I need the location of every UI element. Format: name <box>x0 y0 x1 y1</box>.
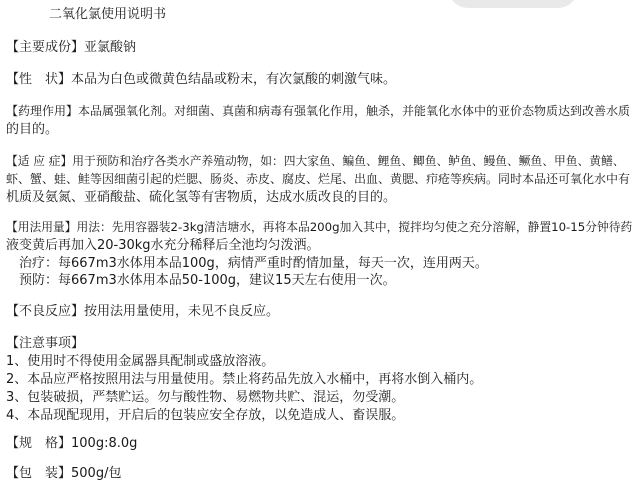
precaution-item: 1、使用时不得使用金属器具配制或盛放溶液。 <box>6 354 275 369</box>
precautions-heading: 【注意事项】 <box>6 336 85 351</box>
indications-line-3: 机质及氨氮、亚硝酸盐、硫化氢等有害物质，达成水质改良的目的。 <box>6 190 397 205</box>
package-line: 【包 装】500g/包 <box>6 466 122 481</box>
pharmacology-line-1: 【药理作用】本品属强氧化剂。对细菌、真菌和病毒有强氧化作用，触杀，并能氧化水体中的亚价态物质达到改善水质 <box>6 104 631 118</box>
precaution-item: 2、本品应严格按照用法与用量使用。禁止将药品先放入水桶中，再将水倒入桶内。 <box>6 372 483 387</box>
precaution-item: 3、包装破损，严禁贮运。勿与酸性物、易燃物共贮、混运，勿受潮。 <box>6 390 405 405</box>
indications-line-1: 【适 应 症】用于预防和治疗各类水产养殖动物，如：四大家鱼、鳊鱼、鲤鱼、鲫鱼、鲈鱼、鳗鱼、鳜鱼、甲鱼、黄鳝、 <box>6 154 625 168</box>
dosage-line-3: 治疗：每667m3水体用本品100g，病情严重时酌情加量，每天一次，连用两天。 <box>6 256 488 271</box>
properties-line: 【性 状】本品为白色或微黄色结晶或粉末，有次氯酸的刺激气味。 <box>6 72 397 87</box>
adverse-line: 【不良反应】按用法用量使用，未见不良反应。 <box>6 304 280 319</box>
dosage-line-2: 液变黄后再加入20-30kg水充分稀释后全池均匀泼洒。 <box>6 238 320 253</box>
dosage-line-4: 预防：每667m3水体用本品50-100g，建议15天左右使用一次。 <box>6 273 396 288</box>
spec-line: 【规 格】100g:8.0g <box>6 436 138 451</box>
pharmacology-line-2: 的目的。 <box>6 122 59 137</box>
doc-title: 二氧化氯使用说明书 <box>49 7 167 22</box>
indications-line-2: 虾、蟹、蛙、鲑等因细菌引起的烂腮、肠炎、赤皮、腐皮、烂尾、出血、黄腮、疖疮等疾病。同时本品还可氧化水中有 <box>6 172 631 186</box>
precaution-item: 4、本品现配现用，开启后的包装应安全存放，以免造成人、畜误服。 <box>6 408 405 423</box>
dosage-line-1: 【用法用量】用法：先用容器装2-3kg清洁塘水，再将本品200g加入其中，搅拌均匀使之充分溶解，静置10-15分钟待药 <box>6 220 633 234</box>
corner-shape <box>448 0 578 8</box>
composition-line: 【主要成份】亚氯酸钠 <box>6 40 137 55</box>
